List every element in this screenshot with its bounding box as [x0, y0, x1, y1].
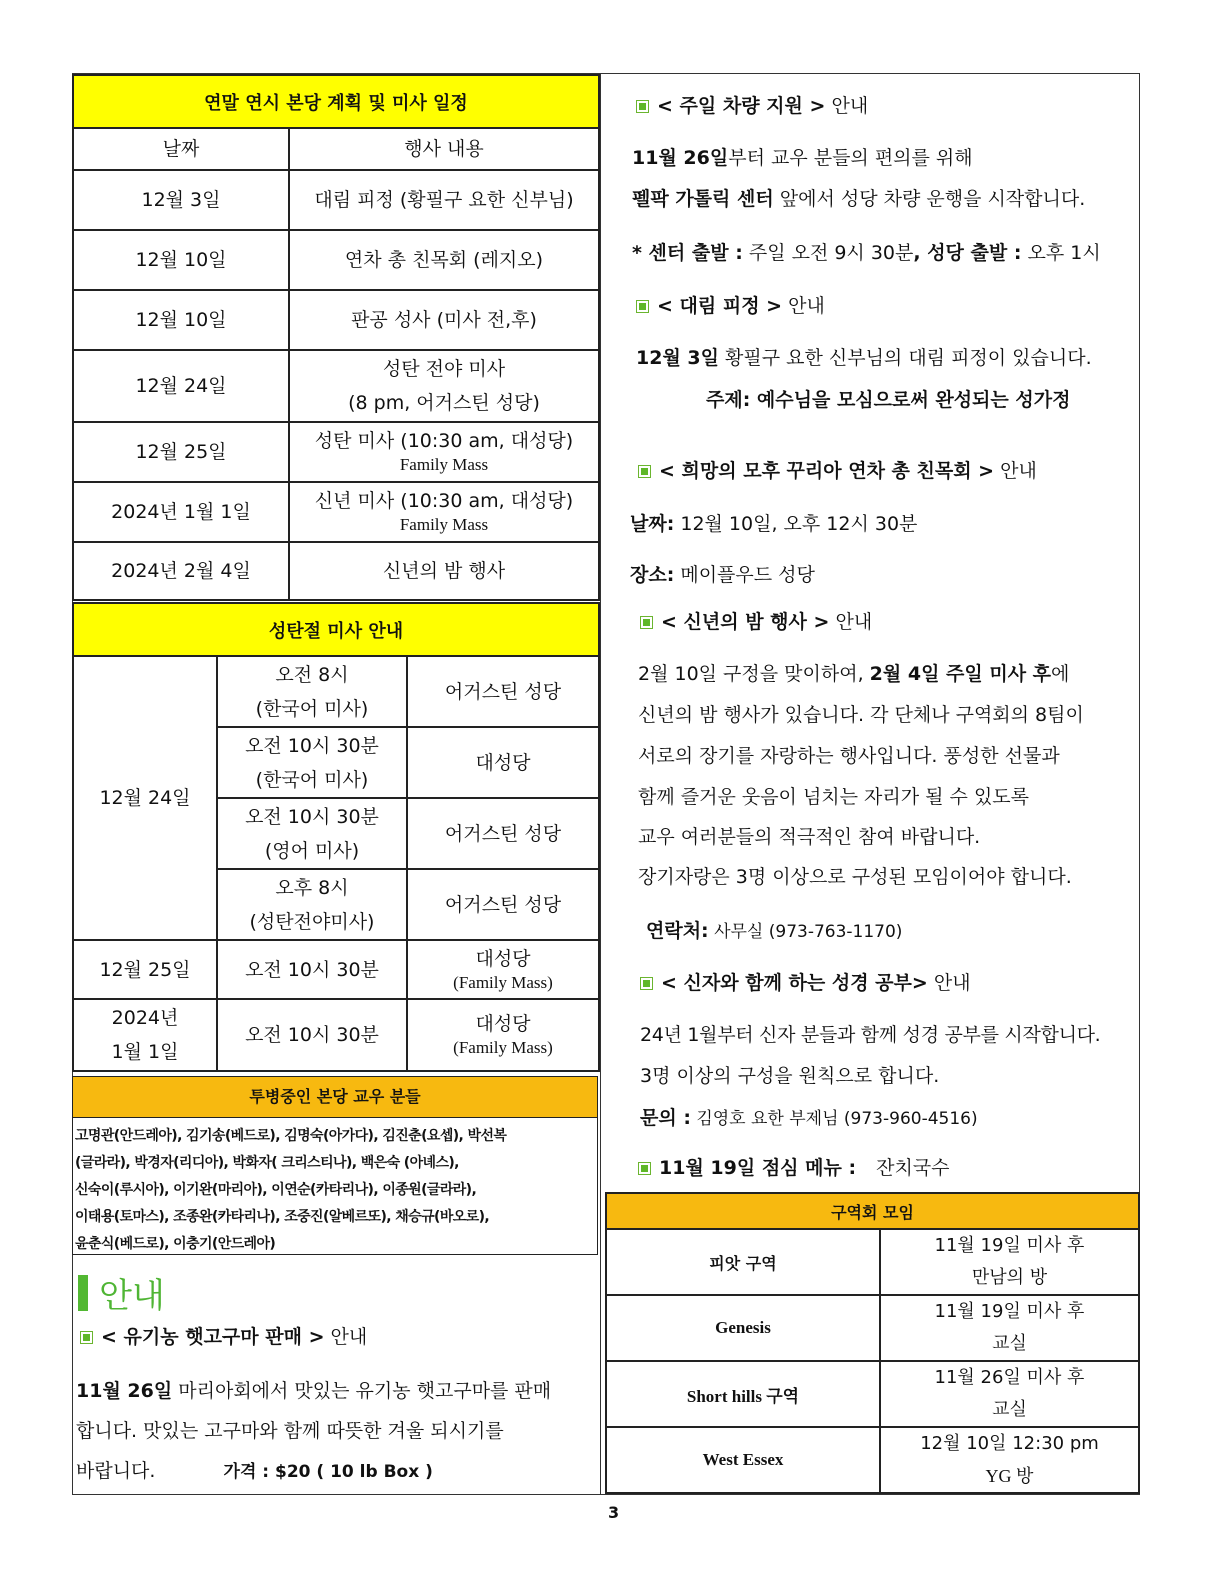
xmas-title: 성탄절 미사 안내	[73, 603, 599, 656]
car-title: < 주일 차량 지원 >	[657, 95, 826, 117]
xmas-mass-table	[72, 602, 600, 1072]
table-row	[73, 422, 599, 482]
col-date-header: 날짜	[73, 128, 289, 170]
bullet-icon	[80, 1331, 93, 1344]
table-row	[73, 542, 599, 600]
bullet-icon	[638, 1162, 651, 1175]
district-meeting	[880, 1295, 1139, 1361]
sick-list-names	[73, 1118, 597, 1258]
newyear-line3: 서로의 장기를 자랑하는 행사입니다. 풍성한 선물과	[638, 745, 1060, 767]
party-notice-title	[638, 456, 1037, 483]
party-place-label: 장소:	[630, 564, 675, 586]
row-event: 판공 성사 (미사 전,후)	[289, 290, 599, 350]
mass-time	[217, 727, 407, 798]
car-location: 펠팍 가톨릭 센터	[632, 188, 774, 210]
potato-date: 11월 26일	[76, 1380, 173, 1402]
mass-place: 대성당	[407, 727, 599, 798]
mass-lang: (한국어 미사)	[255, 697, 369, 720]
table-row	[606, 1229, 1139, 1295]
newyear-line6: 장기자랑은 3명 이상으로 구성된 모임이어야 합니다.	[638, 866, 1072, 888]
newyear-contact-value: 사무실 (973-763-1170)	[708, 922, 903, 942]
retreat-theme: 주제: 예수님을 모심으로써 완성되는 성가정	[706, 389, 1071, 411]
row-date: 12월 10일	[73, 230, 289, 290]
district-name: 피앗 구역	[606, 1229, 880, 1295]
party-title: < 희망의 모후 꾸리아 연차 총 친목회 >	[659, 460, 995, 482]
sick-list-title: 투병중인 본당 교우 분들	[73, 1077, 597, 1118]
car-depart-church-label: , 성당 출발 :	[913, 242, 1022, 264]
lunch-menu	[638, 1153, 950, 1180]
mass-time-label: 오전 10시 30분	[245, 734, 379, 757]
notice-heading-text: 안내	[99, 1276, 165, 1316]
potato-price: 가격 : $20 ( 10 lb Box )	[223, 1462, 433, 1482]
newyear-title-suffix: 안내	[835, 611, 873, 633]
row-event: 대림 피정 (황필구 요한 신부님)	[289, 170, 599, 230]
car-text: 앞에서 성당 차량 운행을 시작합니다.	[773, 188, 1086, 210]
row-event-line2: Family Mass	[399, 455, 489, 474]
retreat-notice-title	[636, 291, 825, 318]
car-text: 부터 교우 분들의 편의를 위해	[728, 147, 973, 169]
party-title-suffix: 안내	[1000, 460, 1037, 482]
district-name: Short hills 구역	[606, 1361, 880, 1427]
table-row	[606, 1427, 1139, 1493]
potato-line2: 합니다. 맛있는 고구마와 함께 따뜻한 겨울 되시기를	[76, 1420, 504, 1442]
sick-line: 고명관(안드레아), 김기송(베드로), 김명숙(아가다), 김진춘(요셉), 박선복	[75, 1128, 507, 1144]
party-date-label: 날짜:	[630, 513, 675, 535]
potato-text: 바랍니다.	[76, 1460, 156, 1482]
bullet-icon	[636, 300, 649, 313]
potato-line1	[76, 1376, 551, 1403]
district-meeting-room: 만남의 방	[971, 1267, 1048, 1288]
mass-time: 오전 10시 30분	[217, 940, 407, 999]
schedule-table	[72, 74, 600, 601]
newyear-contact	[646, 916, 902, 943]
mass-note: (Family Mass)	[453, 972, 553, 992]
col-event-header: 행사 내용	[289, 128, 599, 170]
xmas-date-25: 12월 25일	[73, 940, 217, 999]
row-event-line2: (8 pm, 어거스틴 성당)	[348, 392, 540, 414]
row-event-line1: 성탄 미사 (10:30 am, 대성당)	[314, 430, 574, 452]
mass-time	[217, 869, 407, 940]
column-divider	[600, 73, 601, 1495]
car-title-suffix: 안내	[831, 95, 869, 117]
mass-lang: (한국어 미사)	[255, 768, 369, 791]
car-line1	[632, 143, 973, 170]
sick-line: (글라라), 박경자(리디아), 박화자( 크리스티나), 백은숙 (아녜스),	[75, 1155, 459, 1171]
car-notice-title	[636, 91, 868, 118]
potato-title-suffix: 안내	[330, 1326, 368, 1348]
bullet-icon	[636, 100, 649, 113]
lunch-value: 잔치국수	[876, 1157, 950, 1179]
mass-time-label: 오후 8시	[275, 876, 349, 899]
party-date: 12월 10일, 오후 12시 30분	[674, 513, 918, 535]
newyear-text: 에	[1051, 663, 1070, 685]
potato-notice-title	[80, 1322, 367, 1349]
district-meeting-room: 교실	[992, 1333, 1027, 1354]
bible-notice-title	[640, 968, 971, 995]
table-row	[73, 170, 599, 230]
table-row	[606, 1295, 1139, 1361]
retreat-title-suffix: 안내	[788, 295, 825, 317]
schedule-title: 연말 연시 본당 계획 및 미사 일정	[73, 75, 599, 128]
potato-title: < 유기농 햇고구마 판매 >	[101, 1326, 325, 1348]
newyear-line4: 함께 즐거운 웃음이 넘치는 자리가 될 수 있도록	[638, 786, 1030, 808]
district-meeting-time: 11월 26일 미사 후	[934, 1367, 1085, 1388]
car-depart-center-label: * 센터 출발 :	[632, 242, 743, 264]
car-depart-church: 오후 1시	[1021, 242, 1101, 264]
row-date: 12월 24일	[73, 350, 289, 422]
heading-bar-icon	[78, 1275, 88, 1311]
table-row	[73, 482, 599, 542]
bible-title: < 신자와 함께 하는 성경 공부>	[661, 972, 928, 994]
page-number: 3	[608, 1503, 620, 1522]
retreat-title: < 대림 피정 >	[657, 295, 783, 317]
party-place: 메이플우드 성당	[674, 564, 815, 586]
notice-heading	[78, 1268, 165, 1316]
bible-inquiry-value: 김영호 요한 부제님 (973-960-4516)	[690, 1109, 978, 1129]
newyear-notice-title	[640, 607, 872, 634]
mass-place	[407, 999, 599, 1071]
district-meeting	[880, 1427, 1139, 1493]
lunch-label: 11월 19일 점심 메뉴 :	[659, 1157, 857, 1179]
bible-inquiry-label: 문의 :	[640, 1107, 691, 1129]
mass-time: 오전 10시 30분	[217, 999, 407, 1071]
row-date: 2024년 1월 1일	[73, 482, 289, 542]
retreat-date: 12월 3일	[636, 347, 719, 369]
mass-place-label: 대성당	[475, 947, 531, 970]
mass-place: 어거스틴 성당	[407, 869, 599, 940]
party-date-line	[630, 509, 917, 536]
mass-lang: (영어 미사)	[264, 839, 360, 862]
district-meeting	[880, 1229, 1139, 1295]
date-day: 1월 1일	[111, 1041, 179, 1063]
table-row	[606, 1361, 1139, 1427]
xmas-date-newyear	[73, 999, 217, 1071]
party-place-line	[630, 560, 815, 587]
bible-inquiry	[640, 1103, 978, 1130]
newyear-line1	[638, 659, 1069, 686]
car-line3	[632, 238, 1101, 265]
bible-line2: 3명 이상의 구성을 원칙으로 합니다.	[640, 1065, 940, 1087]
row-event: 연차 총 친목회 (레지오)	[289, 230, 599, 290]
potato-line3	[76, 1456, 433, 1483]
district-meeting-time: 11월 19일 미사 후	[934, 1301, 1085, 1322]
row-event	[289, 350, 599, 422]
retreat-text: 황필구 요한 신부님의 대림 피정이 있습니다.	[718, 347, 1092, 369]
newyear-date: 2월 4일 주일 미사 후	[869, 663, 1052, 685]
mass-time	[217, 656, 407, 727]
mass-time-label: 오전 10시 30분	[245, 805, 379, 828]
newyear-contact-label: 연락처:	[646, 920, 709, 942]
table-row	[73, 230, 599, 290]
sick-list-box	[72, 1076, 598, 1255]
row-date: 12월 25일	[73, 422, 289, 482]
retreat-line1	[636, 343, 1092, 370]
row-event	[289, 422, 599, 482]
row-date: 12월 3일	[73, 170, 289, 230]
mass-place: 어거스틴 성당	[407, 798, 599, 869]
district-meeting-time: 11월 19일 미사 후	[934, 1235, 1085, 1256]
district-meeting-room: YG 방	[985, 1466, 1034, 1486]
bible-line1: 24년 1월부터 신자 분들과 함께 성경 공부를 시작합니다.	[640, 1024, 1101, 1046]
row-event: 신년의 밤 행사	[289, 542, 599, 600]
row-date: 2024년 2월 4일	[73, 542, 289, 600]
district-meeting	[880, 1361, 1139, 1427]
row-event-line2: Family Mass	[399, 515, 489, 534]
newyear-line5: 교우 여러분들의 적극적인 참여 바랍니다.	[638, 826, 981, 848]
district-meeting-room: 교실	[992, 1399, 1027, 1420]
newyear-title: < 신년의 밤 행사 >	[661, 611, 830, 633]
district-name: West Essex	[606, 1427, 880, 1493]
sick-line: 윤춘식(베드로), 이충기(안드레아)	[75, 1236, 276, 1252]
table-row	[73, 290, 599, 350]
xmas-date-24: 12월 24일	[73, 656, 217, 940]
car-depart-center: 주일 오전 9시 30분	[742, 242, 914, 264]
newyear-line2: 신년의 밤 행사가 있습니다. 각 단체나 구역회의 8팀이	[638, 704, 1084, 726]
car-date: 11월 26일	[632, 147, 729, 169]
table-row	[73, 350, 599, 422]
district-name: Genesis	[606, 1295, 880, 1361]
potato-text: 마리아회에서 맛있는 유기농 햇고구마를 판매	[172, 1380, 552, 1402]
sick-line: 신숙이(루시아), 이기완(마리아), 이연순(카타리나), 이종원(글라라),	[75, 1182, 477, 1198]
mass-place	[407, 940, 599, 999]
newyear-text: 2월 10일 구정을 맞이하여,	[638, 663, 870, 685]
date-year: 2024년	[111, 1007, 179, 1029]
mass-time-label: 오전 8시	[275, 663, 349, 686]
row-event-line1: 성탄 전야 미사	[382, 358, 506, 380]
row-event-line1: 신년 미사 (10:30 am, 대성당)	[314, 490, 574, 512]
row-date: 12월 10일	[73, 290, 289, 350]
mass-place-label: 대성당	[475, 1013, 531, 1035]
bullet-icon	[640, 616, 653, 629]
bible-title-suffix: 안내	[933, 972, 971, 994]
mass-lang: (성탄전야미사)	[249, 910, 375, 933]
district-title: 구역회 모임	[606, 1193, 1139, 1229]
mass-time	[217, 798, 407, 869]
sick-line: 이태용(토마스), 조종완(카타리나), 조중진(알베르또), 채승규(바오로),	[75, 1209, 490, 1225]
bullet-icon	[640, 977, 653, 990]
district-meeting-time: 12월 10일 12:30 pm	[920, 1433, 1099, 1454]
mass-note: (Family Mass)	[453, 1038, 553, 1057]
row-event	[289, 482, 599, 542]
mass-place: 어거스틴 성당	[407, 656, 599, 727]
car-line2	[632, 184, 1085, 211]
district-table	[605, 1192, 1140, 1494]
bullet-icon	[638, 465, 651, 478]
